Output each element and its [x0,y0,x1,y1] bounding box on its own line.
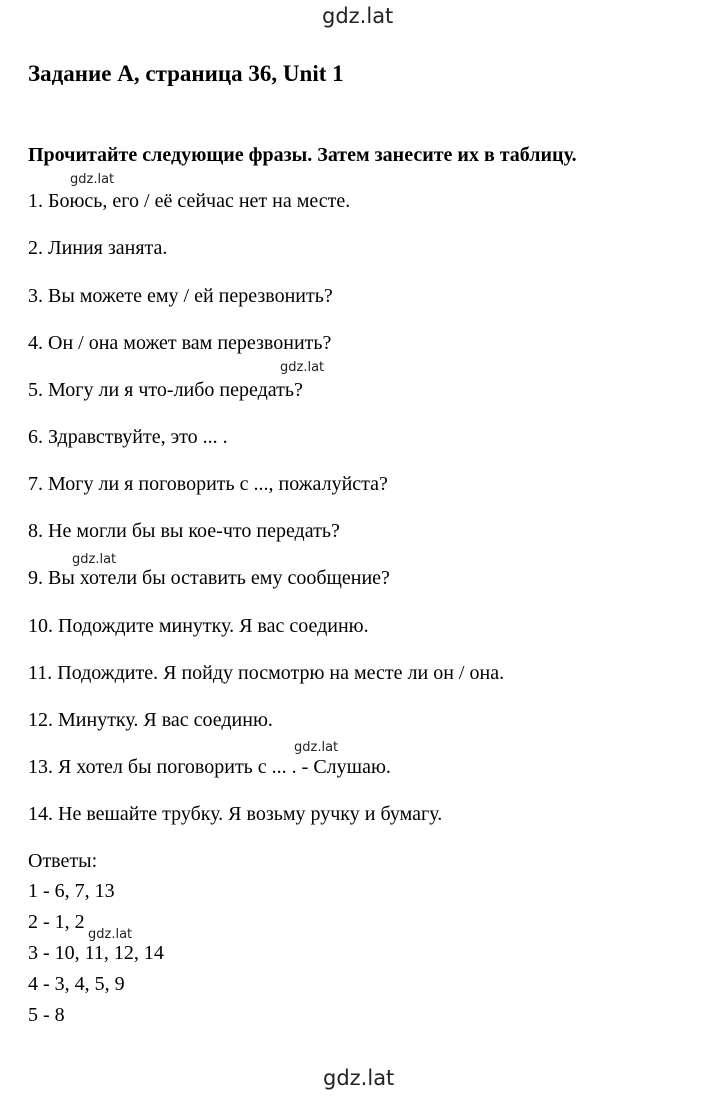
list-item: 2. Линия занята. [28,237,168,259]
list-item: 10. Подождите минутку. Я вас соединю. [28,615,369,637]
list-item: 1. Боюсь, его / её сейчас нет на месте. [28,190,351,212]
task-instruction: Прочитайте следующие фразы. Затем занесите их в таблицу. [28,144,577,166]
watermark-top: gdz.lat [322,4,394,28]
list-item: 3. Вы можете ему / ей перезвонить? [28,285,333,307]
watermark-small: gdz.lat [294,740,339,755]
list-item: 9. Вы хотели бы оставить ему сообщение? [28,567,390,589]
answer-item: 3 - 10, 11, 12, 14 [28,942,164,964]
list-item: 12. Минутку. Я вас соединю. [28,709,273,731]
list-item: 14. Не вешайте трубку. Я возьму ручку и бумагу. [28,803,443,825]
answer-item: 4 - 3, 4, 5, 9 [28,973,125,995]
list-item: 13. Я хотел бы поговорить с ... . - Слушаю. [28,756,391,778]
list-item: 6. Здравствуйте, это ... . [28,426,228,448]
watermark-small: gdz.lat [72,552,117,567]
list-item: 5. Могу ли я что-либо передать? [28,379,303,401]
watermark-small: gdz.lat [88,927,133,942]
watermark-bottom: gdz.lat [323,1066,395,1090]
list-item: 8. Не могли бы вы кое-что передать? [28,520,340,542]
watermark-small: gdz.lat [70,172,115,187]
list-item: 7. Могу ли я поговорить с ..., пожалуйста? [28,473,388,495]
answers-heading: Ответы: [28,850,98,872]
list-item: 11. Подождите. Я пойду посмотрю на месте ли он / она. [28,662,505,684]
watermark-small: gdz.lat [280,360,325,375]
list-item: 4. Он / она может вам перезвонить? [28,332,332,354]
page-title: Задание A, страница 36, Unit 1 [28,61,344,86]
answer-item: 2 - 1, 2 [28,911,85,933]
answer-item: 5 - 8 [28,1004,65,1026]
answer-item: 1 - 6, 7, 13 [28,880,115,902]
